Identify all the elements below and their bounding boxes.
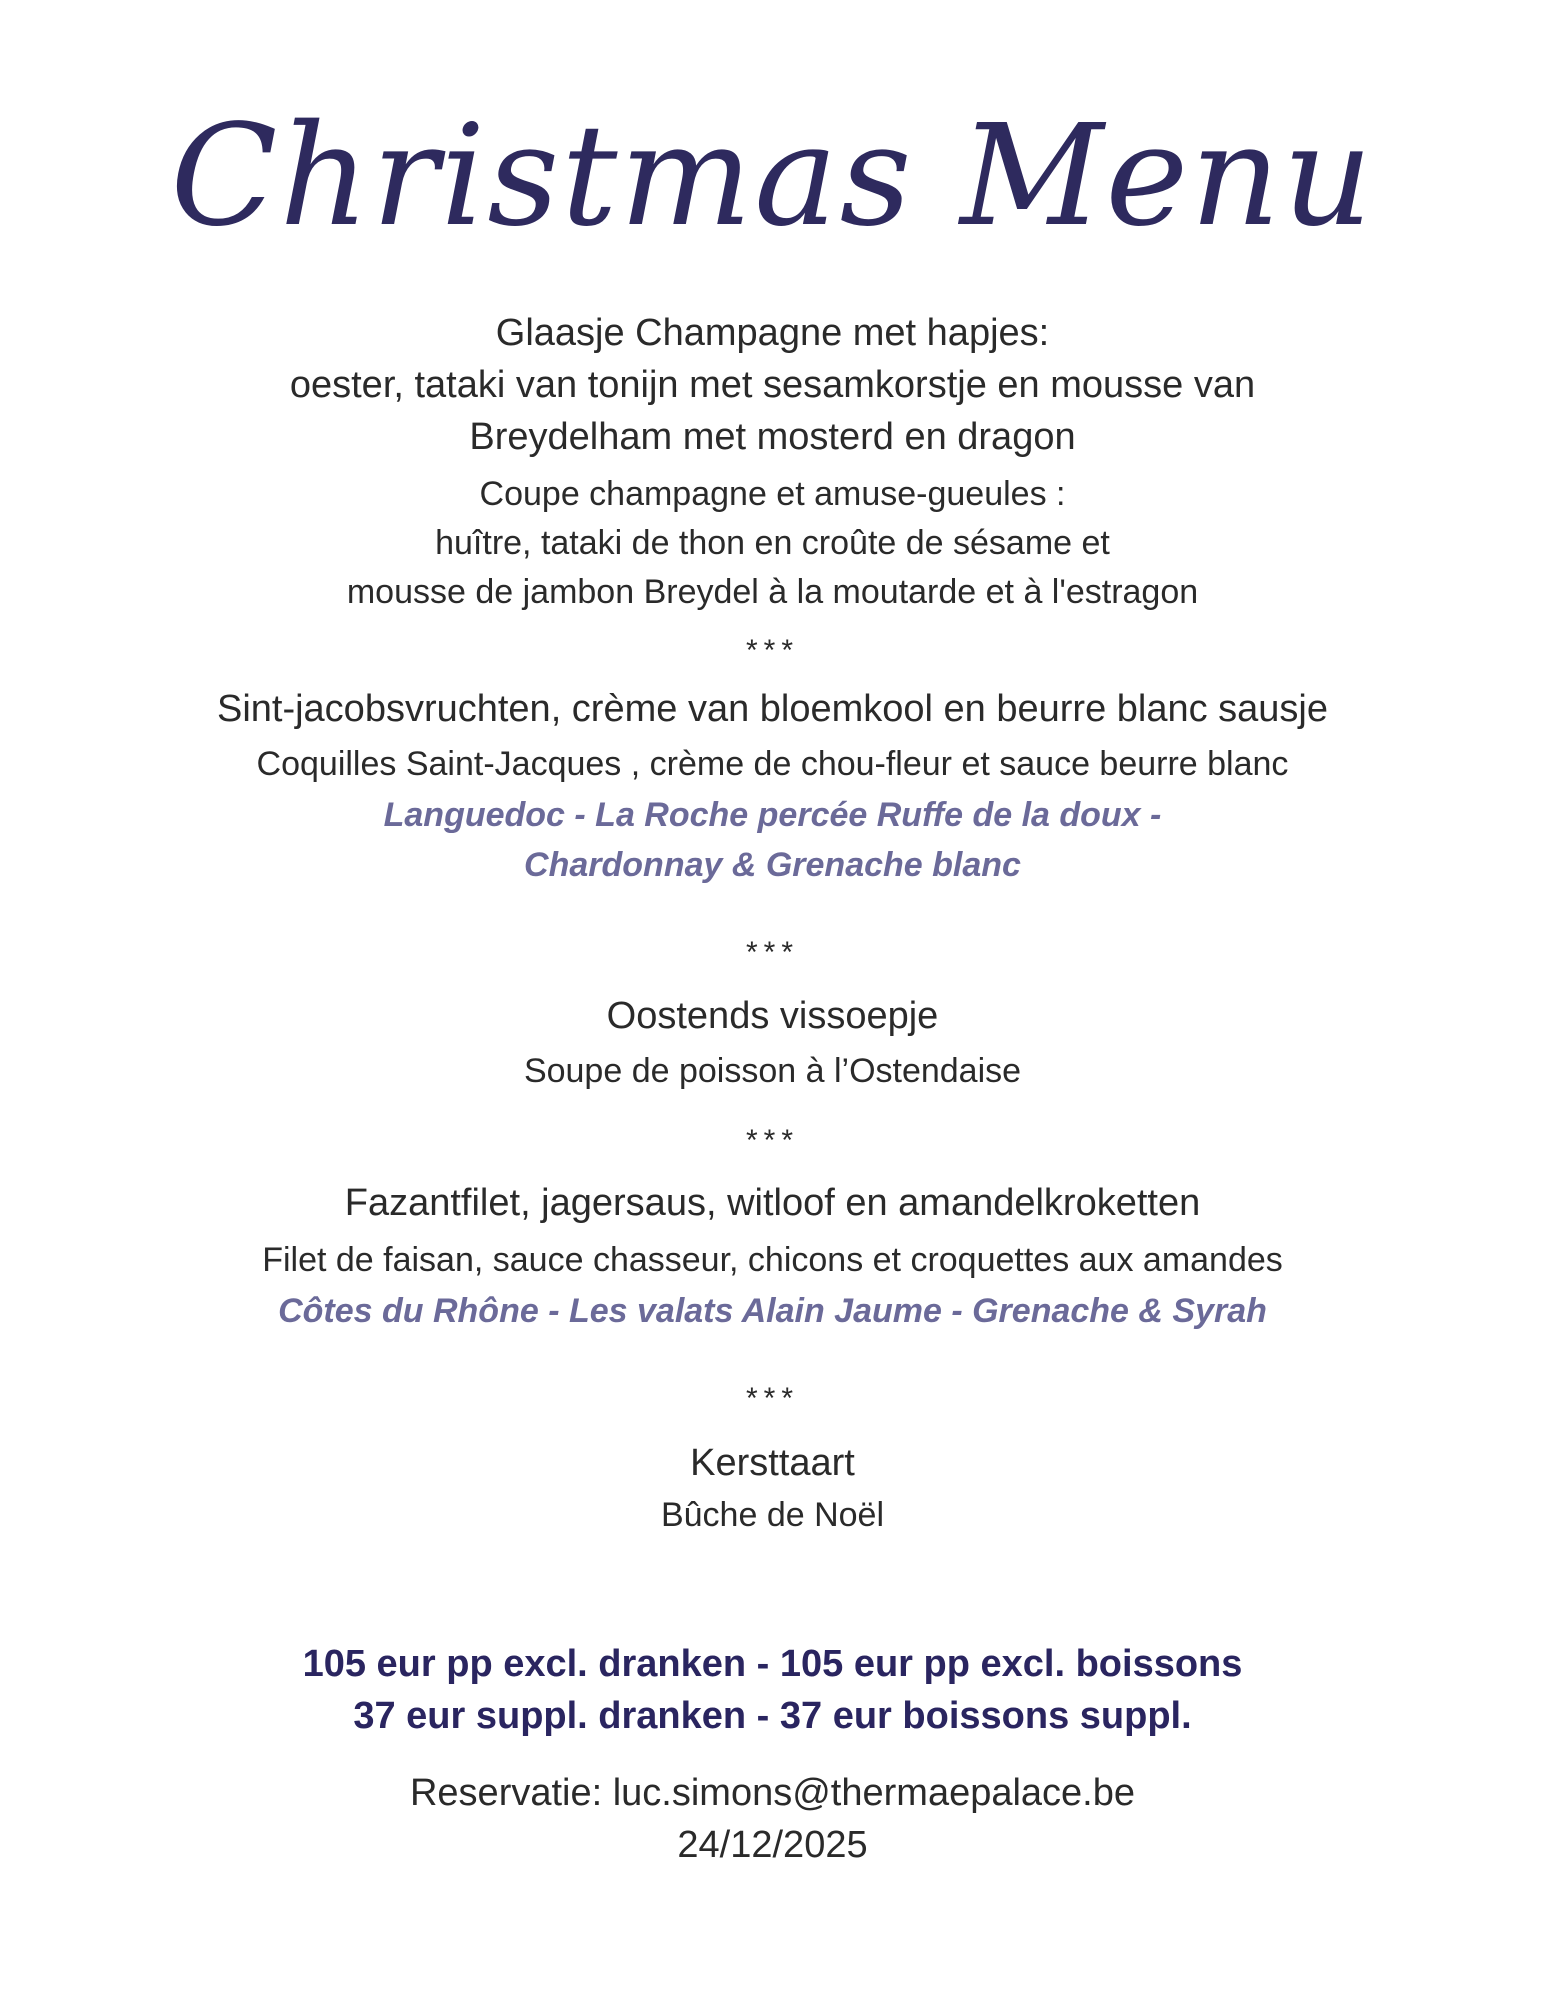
aperitif-nl-line3: Breydelham met mosterd en dragon: [469, 416, 1076, 458]
course3-wine: Côtes du Rhône - Les valats Alain Jaume - Grenache & Syrah: [278, 1292, 1267, 1330]
reservation-contact: Reservatie: luc.simons@thermaepalace.be: [409, 1772, 1136, 1814]
course1-fr: Coquilles Saint-Jacques , crème de chou-fleur et sauce beurre blanc: [256, 745, 1289, 783]
course3-nl: Fazantfilet, jagersaus, witloof en amandelkroketten: [344, 1182, 1201, 1224]
course1-nl: Sint-jacobsvruchten, crème van bloemkool en beurre blanc sausje: [216, 688, 1329, 730]
course1-wine-line2: Chardonnay & Grenache blanc: [524, 846, 1021, 884]
course3-fr: Filet de faisan, sauce chasseur, chicons et croquettes aux amandes: [262, 1241, 1283, 1279]
aperitif-fr-line1: Coupe champagne et amuse-gueules :: [479, 475, 1066, 513]
dessert-nl: Kersttaart: [690, 1442, 855, 1484]
course1-wine-line1: Languedoc - La Roche percée Ruffe de la doux -: [383, 796, 1162, 834]
menu-title: Christmas Menu: [170, 95, 1375, 258]
course2-nl: Oostends vissoepje: [606, 995, 939, 1037]
aperitif-nl-line1: Glaasje Champagne met hapjes:: [495, 312, 1050, 354]
dessert-fr: Bûche de Noël: [660, 1496, 885, 1534]
aperitif-fr-line2: huître, tataki de thon en croûte de sésame et: [435, 524, 1110, 562]
separator: ***: [745, 634, 800, 667]
reservation-date: 24/12/2025: [677, 1824, 868, 1866]
course2-fr: Soupe de poisson à l’Ostendaise: [523, 1052, 1022, 1090]
aperitif-fr-line3: mousse de jambon Breydel à la moutarde et à l'estragon: [346, 573, 1199, 611]
price-line2: 37 eur suppl. dranken - 37 eur boissons suppl.: [353, 1695, 1192, 1737]
aperitif-nl-line2: oester, tataki van tonijn met sesamkorstje en mousse van: [289, 364, 1256, 406]
price-line1: 105 eur pp excl. dranken - 105 eur pp excl. boissons: [302, 1643, 1243, 1685]
separator: ***: [745, 1124, 800, 1157]
separator: ***: [745, 936, 800, 969]
separator: ***: [745, 1382, 800, 1415]
